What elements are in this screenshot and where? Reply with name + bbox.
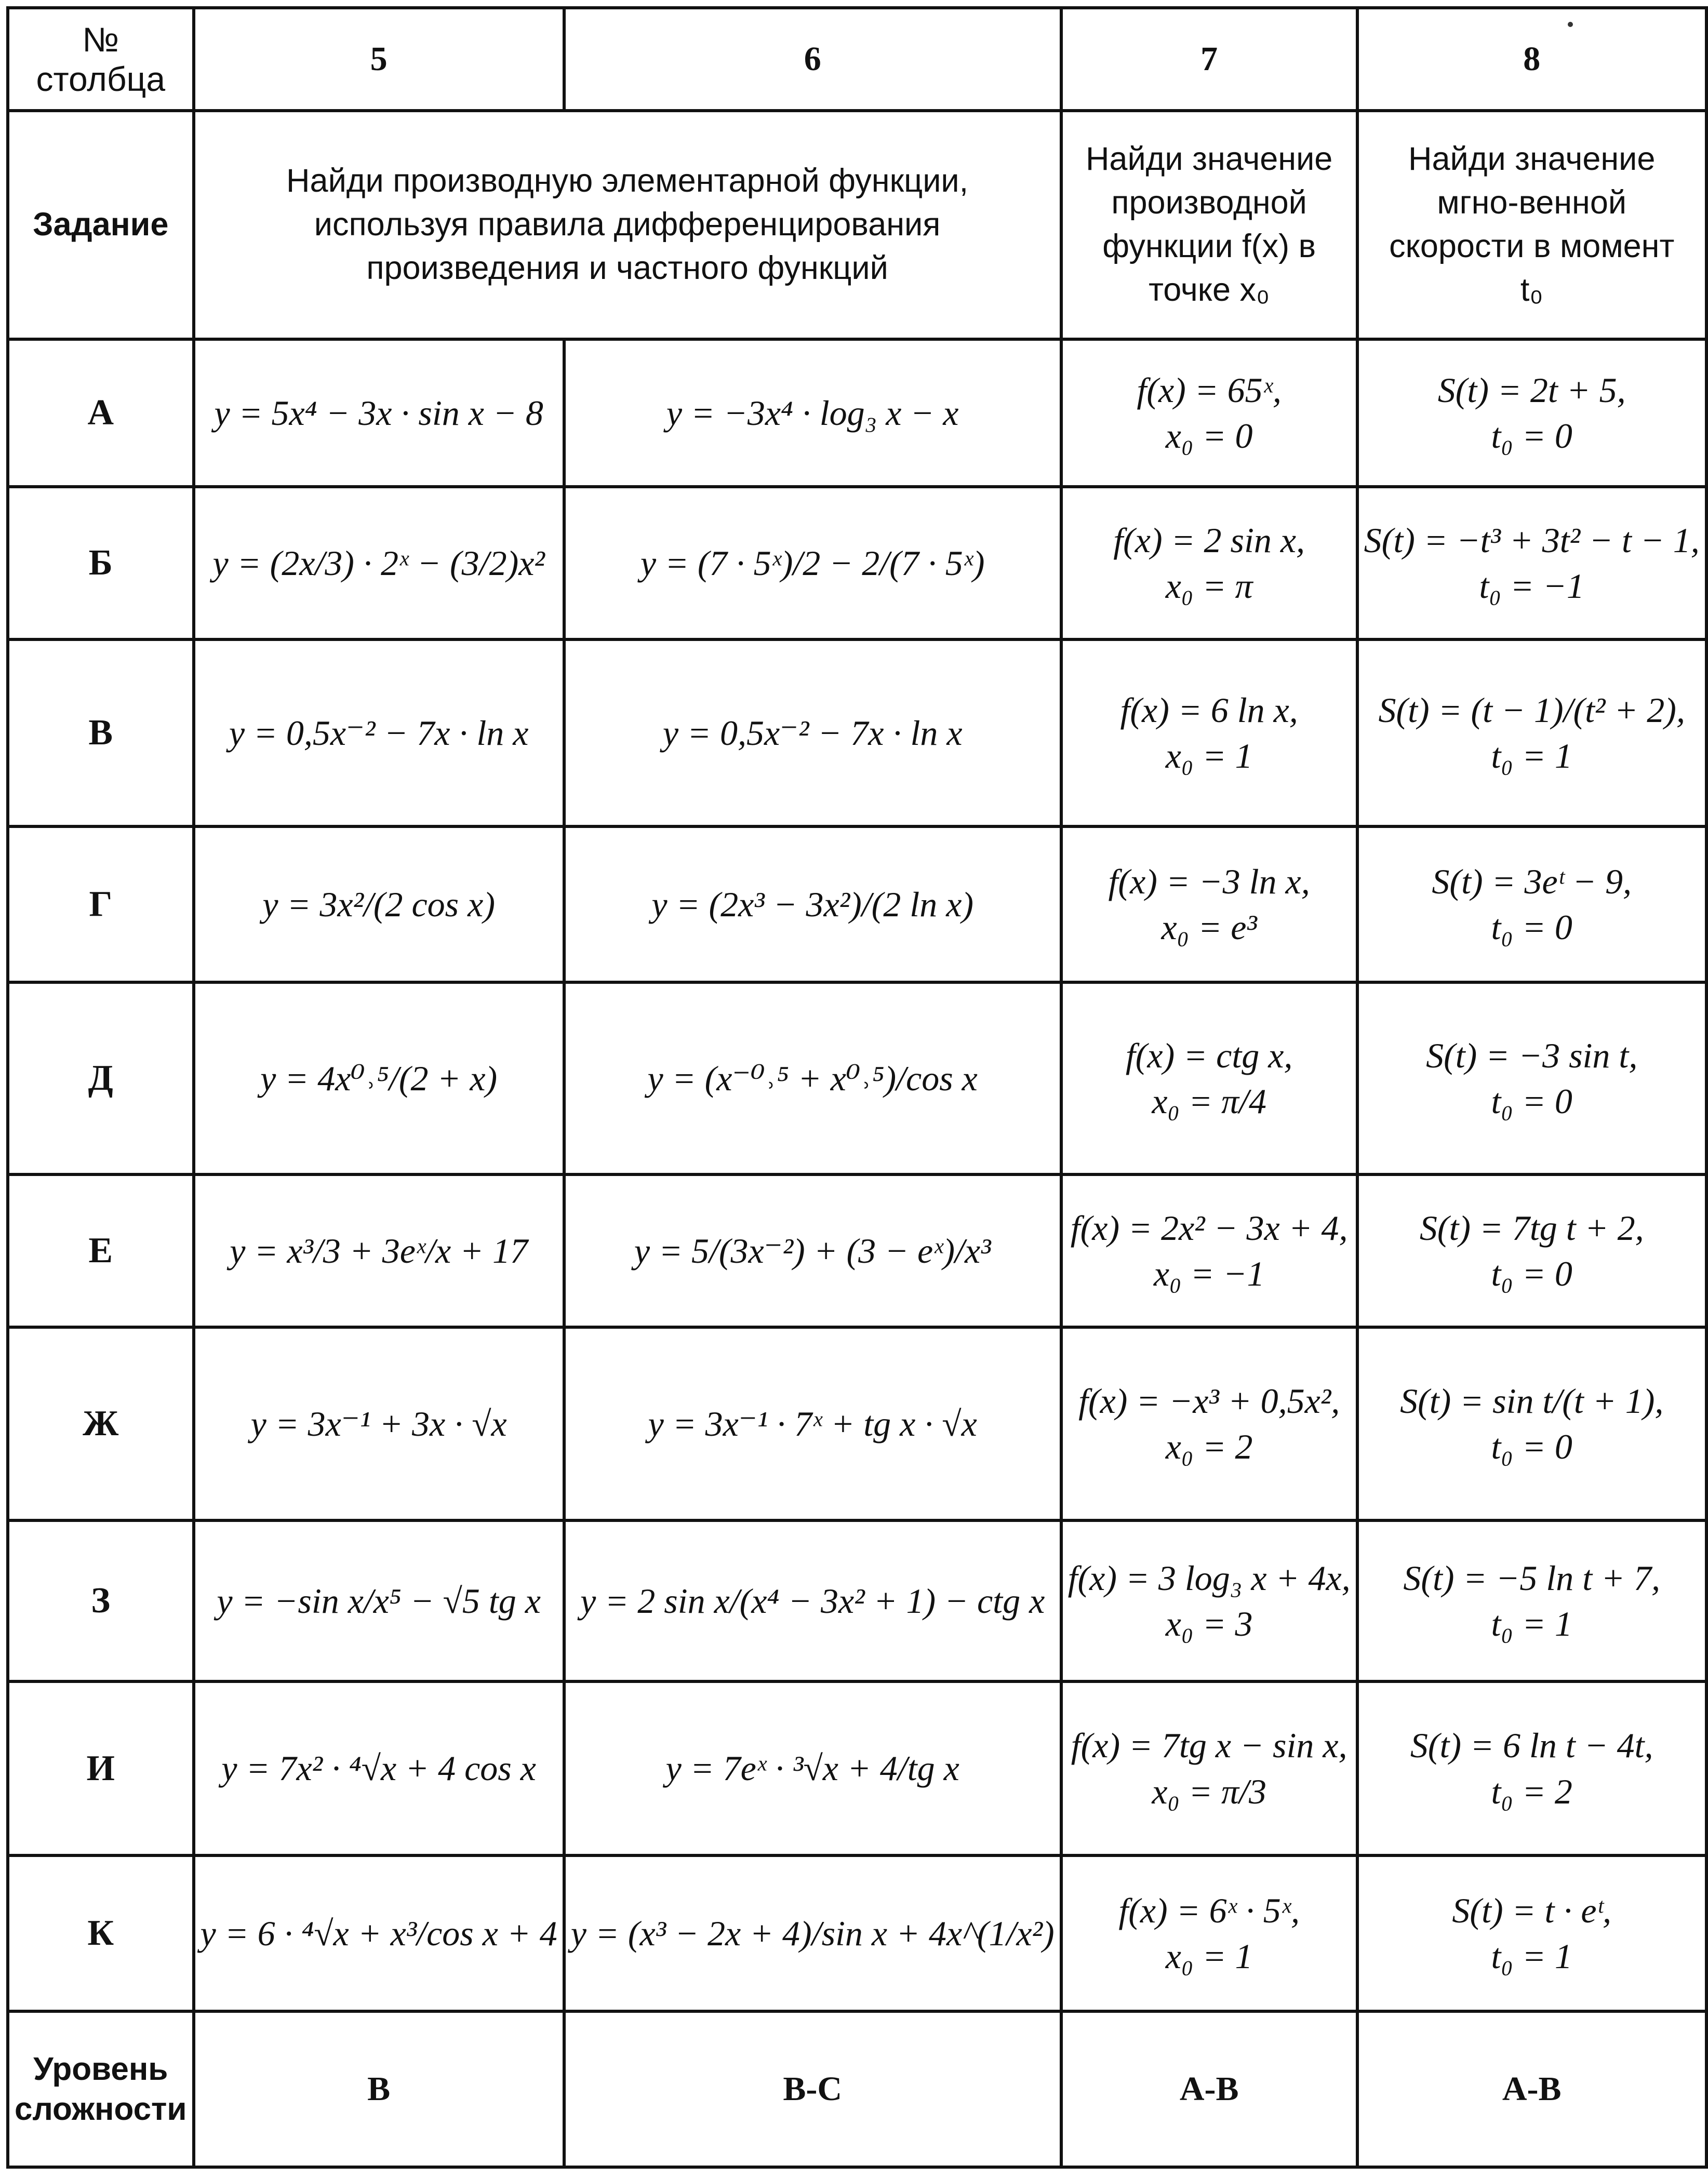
function-line: f(x) = −3 ln x,	[1108, 861, 1310, 901]
point-line: t₀ = 0	[1491, 907, 1572, 947]
formula-7	[1068, 859, 1351, 951]
function-line: S(t) = sin t/(t + 1),	[1400, 1381, 1664, 1421]
formula-col-7	[1061, 1174, 1357, 1327]
formula-col-7	[1061, 826, 1357, 982]
function-line: S(t) = −t³ + 3t² − t − 1,	[1364, 520, 1700, 560]
task-7: Найди значение производной функции f(x) в точке x₀	[1061, 111, 1357, 339]
formula-5: y = −sin x/x⁵ − √5 tg x	[217, 1581, 541, 1621]
formula-col-8	[1357, 1327, 1706, 1520]
formula-col-6	[564, 1681, 1061, 1855]
variant-row	[8, 1520, 1706, 1681]
formula-col-5	[194, 639, 564, 826]
formula-col-8	[1357, 1520, 1706, 1681]
formula-6: y = 0,5x⁻² − 7x · ln x	[662, 713, 963, 753]
point-line: t₀ = 0	[1491, 416, 1572, 456]
variant-label: И	[8, 1681, 194, 1855]
formula-col-5	[194, 1174, 564, 1327]
point-line: x₀ = −1	[1153, 1254, 1265, 1293]
formula-col-7	[1061, 1681, 1357, 1855]
formula-col-5	[194, 487, 564, 639]
formula-col-8	[1357, 487, 1706, 639]
formula-6: y = (7 · 5ˣ)/2 − 2/(7 · 5ˣ)	[640, 543, 985, 583]
point-line: t₀ = 1	[1491, 1936, 1572, 1976]
derivatives-task-table	[6, 6, 1708, 2169]
formula-col-7	[1061, 982, 1357, 1174]
variant-label: Д	[8, 982, 194, 1174]
formula-5: y = 4x⁰˒⁵/(2 + x)	[260, 1058, 498, 1098]
function-line: S(t) = 7tg t + 2,	[1419, 1208, 1644, 1248]
variant-rows	[8, 339, 1706, 2011]
variant-row	[8, 1855, 1706, 2011]
function-line: S(t) = 6 ln t − 4t,	[1410, 1726, 1653, 1766]
formula-8	[1364, 859, 1700, 951]
formula-col-8	[1357, 1681, 1706, 1855]
formula-7	[1068, 1722, 1351, 1814]
formula-7	[1068, 1205, 1351, 1297]
column-number-label: № столбца	[8, 8, 194, 111]
function-line: f(x) = 6 ln x,	[1120, 690, 1298, 730]
formula-col-5	[194, 826, 564, 982]
difficulty-5: В	[194, 2011, 564, 2167]
function-line: S(t) = (t − 1)/(t² + 2),	[1378, 690, 1685, 730]
formula-8	[1364, 1722, 1700, 1814]
variant-label: Е	[8, 1174, 194, 1327]
function-line: f(x) = 2x² − 3x + 4,	[1070, 1208, 1348, 1248]
variant-label: Б	[8, 487, 194, 639]
formula-col-7	[1061, 639, 1357, 826]
formula-5: y = 5x⁴ − 3x · sin x − 8	[214, 393, 543, 433]
point-line: t₀ = 2	[1491, 1771, 1572, 1811]
formula-col-7	[1061, 1855, 1357, 2011]
formula-5: y = (2x/3) · 2ˣ − (3/2)x²	[212, 543, 545, 583]
formula-col-5	[194, 1855, 564, 2011]
formula-6: y = 7eˣ · ³√x + 4/tg x	[665, 1748, 959, 1788]
variant-label: А	[8, 339, 194, 487]
difficulty-row	[8, 2011, 1706, 2167]
variant-label: З	[8, 1520, 194, 1681]
function-line: f(x) = 6ˣ · 5ˣ,	[1118, 1890, 1300, 1930]
formula-col-8	[1357, 1174, 1706, 1327]
formula-col-7	[1061, 1327, 1357, 1520]
formula-8	[1364, 1888, 1700, 1980]
function-line: f(x) = ctg x,	[1125, 1035, 1293, 1075]
formula-8	[1364, 687, 1700, 779]
formula-6: y = −3x⁴ · log₃ x − x	[666, 393, 959, 433]
formula-col-6	[564, 1855, 1061, 2011]
formula-col-6	[564, 1327, 1061, 1520]
speck-mark	[1568, 22, 1573, 27]
formula-col-8	[1357, 639, 1706, 826]
formula-col-6	[564, 339, 1061, 487]
formula-col-6	[564, 982, 1061, 1174]
point-line: x₀ = 3	[1165, 1604, 1253, 1643]
formula-8	[1364, 1555, 1700, 1647]
formula-7	[1068, 687, 1351, 779]
point-line: t₀ = 0	[1491, 1427, 1572, 1466]
formula-col-6	[564, 826, 1061, 982]
function-line: S(t) = −5 ln t + 7,	[1403, 1558, 1661, 1598]
formula-col-8	[1357, 982, 1706, 1174]
variant-row	[8, 339, 1706, 487]
function-line: S(t) = 3eᵗ − 9,	[1432, 861, 1632, 901]
variant-row	[8, 826, 1706, 982]
formula-6: y = 5/(3x⁻²) + (3 − eˣ)/x³	[634, 1231, 991, 1271]
variant-row	[8, 639, 1706, 826]
formula-5: y = 7x² · ⁴√x + 4 cos x	[221, 1748, 536, 1788]
formula-8	[1364, 367, 1700, 459]
formula-col-8	[1357, 1855, 1706, 2011]
formula-col-5	[194, 1327, 564, 1520]
formula-col-5	[194, 1681, 564, 1855]
difficulty-label: Уровень сложности	[8, 2011, 194, 2167]
point-line: t₀ = 1	[1491, 1604, 1572, 1643]
function-line: f(x) = 2 sin x,	[1113, 520, 1305, 560]
function-line: f(x) = −x³ + 0,5x²,	[1078, 1381, 1340, 1421]
formula-col-6	[564, 487, 1061, 639]
formula-5: y = x³/3 + 3eˣ/x + 17	[230, 1231, 528, 1271]
formula-7	[1068, 367, 1351, 459]
point-line: x₀ = π/3	[1152, 1771, 1266, 1811]
variant-row	[8, 487, 1706, 639]
formula-col-8	[1357, 339, 1706, 487]
function-line: S(t) = −3 sin t,	[1426, 1035, 1638, 1075]
column-number-row	[8, 8, 1706, 111]
formula-col-5	[194, 1520, 564, 1681]
formula-col-7	[1061, 339, 1357, 487]
task-8: Найди значение мгно-венной скорости в момент t₀	[1357, 111, 1706, 339]
function-line: S(t) = t · eᵗ,	[1452, 1890, 1611, 1930]
formula-7	[1068, 517, 1351, 609]
variant-row	[8, 1327, 1706, 1520]
variant-row	[8, 982, 1706, 1174]
formula-7	[1068, 1888, 1351, 1980]
formula-5: y = 3x²/(2 cos x)	[262, 884, 495, 924]
function-line: f(x) = 3 log₃ x + 4x,	[1068, 1558, 1351, 1598]
difficulty-7: А-В	[1061, 2011, 1357, 2167]
point-line: t₀ = 1	[1491, 736, 1572, 776]
function-line: f(x) = 65ˣ,	[1137, 370, 1282, 410]
formula-5: y = 0,5x⁻² − 7x · ln x	[229, 713, 529, 753]
point-line: x₀ = 0	[1165, 416, 1253, 456]
point-line: x₀ = π/4	[1152, 1081, 1266, 1121]
formula-7	[1068, 1378, 1351, 1470]
formula-5: y = 6 · ⁴√x + x³/cos x + 4	[200, 1913, 557, 1953]
variant-label: Ж	[8, 1327, 194, 1520]
point-line: x₀ = π	[1165, 566, 1253, 606]
variant-row	[8, 1174, 1706, 1327]
task-5-6: Найди производную элементарной функции, используя правила дифференцирования произведения и частного функций	[194, 111, 1061, 339]
point-line: x₀ = 2	[1165, 1427, 1253, 1466]
column-number-7: 7	[1061, 8, 1357, 111]
variant-row	[8, 1681, 1706, 1855]
column-number-8: 8	[1357, 8, 1706, 111]
point-line: x₀ = 1	[1165, 736, 1253, 776]
variant-label: К	[8, 1855, 194, 2011]
formula-col-8	[1357, 826, 1706, 982]
column-number-5: 5	[194, 8, 564, 111]
function-line: f(x) = 7tg x − sin x,	[1071, 1726, 1347, 1766]
point-line: t₀ = 0	[1491, 1081, 1572, 1121]
difficulty-6: В-С	[564, 2011, 1061, 2167]
formula-col-6	[564, 1520, 1061, 1681]
point-line: x₀ = e³	[1161, 907, 1257, 947]
formula-col-5	[194, 339, 564, 487]
formula-col-5	[194, 982, 564, 1174]
function-line: S(t) = 2t + 5,	[1437, 370, 1626, 410]
formula-6: y = (x⁻⁰˒⁵ + x⁰˒⁵)/cos x	[647, 1058, 978, 1098]
formula-8	[1364, 1205, 1700, 1297]
difficulty-8: А-В	[1357, 2011, 1706, 2167]
formula-8	[1364, 1378, 1700, 1470]
task-row	[8, 111, 1706, 339]
formula-6: y = (x³ − 2x + 4)/sin x + 4x^(1/x²)	[570, 1913, 1055, 1953]
variant-label: В	[8, 639, 194, 826]
task-label: Задание	[8, 111, 194, 339]
formula-7	[1068, 1033, 1351, 1125]
formula-col-6	[564, 1174, 1061, 1327]
formula-5: y = 3x⁻¹ + 3x · √x	[250, 1404, 507, 1444]
point-line: x₀ = 1	[1165, 1936, 1253, 1976]
point-line: t₀ = 0	[1491, 1254, 1572, 1293]
formula-8	[1364, 517, 1700, 609]
variant-label: Г	[8, 826, 194, 982]
formula-col-6	[564, 639, 1061, 826]
formula-7	[1068, 1555, 1351, 1647]
column-number-6: 6	[564, 8, 1061, 111]
formula-col-7	[1061, 487, 1357, 639]
formula-6: y = 3x⁻¹ · 7ˣ + tg x · √x	[648, 1404, 977, 1444]
formula-6: y = 2 sin x/(x⁴ − 3x² + 1) − ctg x	[580, 1581, 1045, 1621]
formula-8	[1364, 1033, 1700, 1125]
formula-6: y = (2x³ − 3x²)/(2 ln x)	[651, 884, 974, 924]
point-line: t₀ = −1	[1479, 566, 1584, 606]
formula-col-7	[1061, 1520, 1357, 1681]
